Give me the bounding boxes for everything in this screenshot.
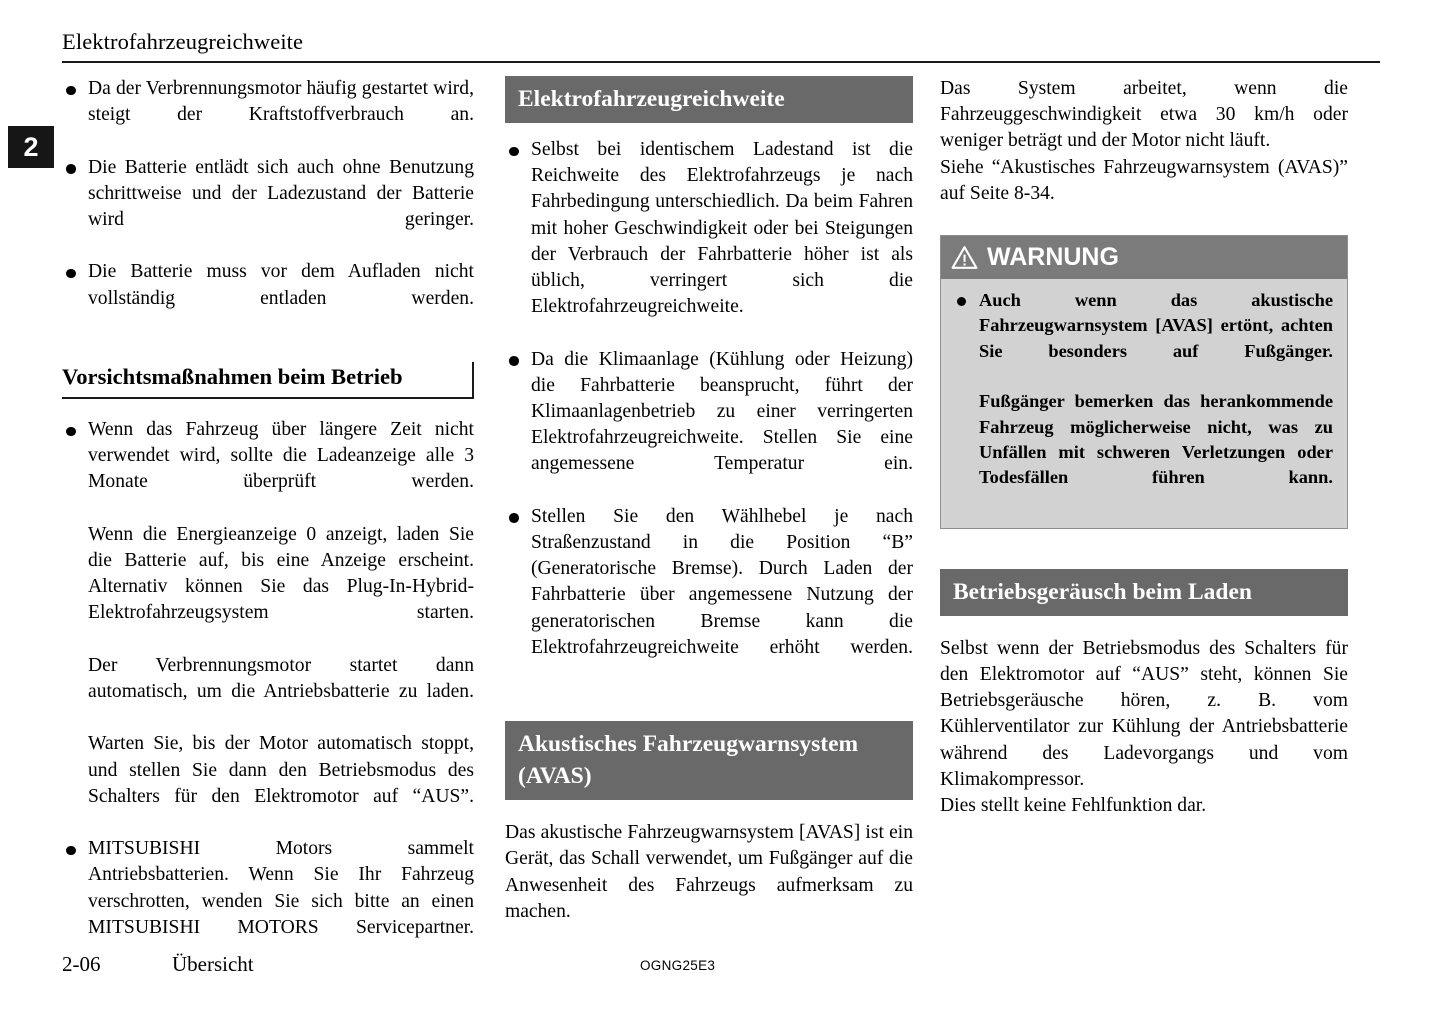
bullet-list-range [505,137,913,687]
spacer [505,687,913,721]
footer-section-name: Übersicht [172,952,254,976]
column-1 [62,76,474,967]
avas-speed-paragraph: Das System arbeitet, wenn die Fahrzeuggeschwindigkeit etwa 30 km/h oder weniger beträgt und der Motor nicht läuft. [940,78,1348,152]
bullet-text: MITSUBISHI Motors sammelt Antriebsbatterien. Wenn Sie Ihr Fahrzeug verschrotten, wenden Sie sich bitte an einen MITSUBISHI MOTORS Servicepartner. [88,838,474,938]
warning-title: WARNUNG [987,243,1119,272]
chapter-tab-number: 2 [23,131,39,162]
bullet-text: Warten Sie, bis der Motor automatisch stoppt, und stellen Sie dann den Betriebsmodus des Schalters für den Elektromotor auf “AUS”. [88,733,474,807]
list-item [505,347,913,504]
bullet-text: Selbst bei identischem Ladestand ist die Reichweite des Elektrofahrzeugs je nach Fahrbedingung unterschiedlich. Da beim Fahren mit hoher Geschwindigkeit oder bei Steigungen der Verbrauch der Fahrbatterie höher ist als üblich, verringert sich die Elektrofahrzeugreichweite. [531,139,913,318]
spacer [62,399,474,417]
spacer [62,338,474,362]
column-3 [940,76,1348,819]
bullet-text: Der Verbrennungsmotor startet dann automatisch, um die Antriebsbatterie zu laden. [88,654,474,703]
bullet-text: Wenn die Energieanzeige 0 anzeigt, laden Sie die Batterie auf, bis eine Anzeige erscheint. Alternativ können Sie das Plug-In-Hybrid-Elektrofahrzeugsystem starten. [88,523,474,624]
warning-header [941,236,1347,279]
list-item [953,288,1333,516]
warning-triangle-icon [951,245,978,270]
spacer [940,529,1348,569]
bullet-text: Auch wenn das akustische Fahrzeugwarnsystem [AVAS] ertönt, achten Sie besonders auf Fußgänger. [979,290,1333,361]
column-2 [505,76,913,925]
section-banner-charging-noise: Betriebsgeräusch beim Laden [940,569,1348,616]
bullet-text: Die Batterie muss vor dem Aufladen nicht vollständig entladen werden. [88,261,474,309]
bullet-list-operation [62,417,474,967]
bullet-text: Wenn das Fahrzeug über längere Zeit nicht verwendet wird, sollte die Ladeanzeige alle 3 Monate überprüft werden. [88,419,474,493]
footer-page-number: 2-06 [62,952,101,976]
header-divider [62,61,1380,63]
list-item [505,504,913,687]
bullet-text: Stellen Sie den Wählhebel je nach Straßenzustand in die Position “B” (Generatorische Bremse). Durch Laden der Fahrbatterie über angemessene Nutzung der generatorischen Bremse kann die Elektrofahrzeugreichweite erhöht werden. [531,505,913,658]
section-banner-range: Elektrofahrzeugreichweite [505,76,913,123]
list-item [505,137,913,347]
list-item [62,836,474,967]
page-footer [0,950,1445,990]
list-item [62,155,474,260]
bullet-list-intro [62,76,474,338]
bullet-text: Fußgänger bemerken das herankommende Fahrzeug möglicherweise nicht, was zu Unfällen mit schweren Verletzungen oder Todesfällen führen kann. [979,391,1333,488]
section-banner-avas: Akustisches Fahrzeugwarnsystem (AVAS) [505,721,913,800]
spacer [505,800,913,820]
warning-bullet-list [953,288,1333,516]
list-item [62,417,474,836]
spacer [940,616,1348,636]
warning-box [940,235,1348,529]
page-header [62,28,1380,63]
charging-noise-paragraph-1: Selbst wenn der Betriebsmodus des Schalters für den Elektromotor auf “AUS” steht, können Sie Betriebsgeräusche hören, z. B. vom Kühlerventilator zur Kühlung der Antriebsbatterie während des Ladevorgangs und vom Klimakompressor. [940,637,1348,790]
page-title: Elektrofahrzeugreichweite [62,29,304,54]
warning-body [941,279,1347,528]
section-heading-precautions: Vorsichtsmaßnahmen beim Betrieb [62,362,474,399]
footer-document-code: OGNG25E3 [640,958,716,973]
avas-paragraph: Das akustische Fahrzeugwarnsystem [AVAS] ist ein Gerät, das Schall verwendet, um Fußgänger auf die Anwesenheit des Fahrzeugs aufmerksam zu machen. [505,822,913,922]
spacer [940,207,1348,235]
spacer [505,123,913,137]
avas-reference-paragraph: Siehe “Akustisches Fahrzeugwarnsystem (AVAS)” auf Seite 8-34. [940,156,1348,204]
bullet-text: Da der Verbrennungsmotor häufig gestartet wird, steigt der Kraftstoffverbrauch an. [88,78,474,126]
bullet-text: Da die Klimaanlage (Kühlung oder Heizung) die Fahrbatterie beansprucht, führt der Klimaanlagenbetrieb zu einer verringerten Elektrofahrzeugreichweite. Stellen Sie eine angemessene Temperatur ein. [531,348,913,475]
list-item [62,259,474,338]
bullet-text: Die Batterie entlädt sich auch ohne Benutzung schrittweise und der Ladezustand der Batterie wird geringer. [88,156,474,231]
page-columns [0,76,1445,936]
list-item [62,76,474,155]
charging-noise-paragraph-2: Dies stellt keine Fehlfunktion dar. [940,794,1207,816]
